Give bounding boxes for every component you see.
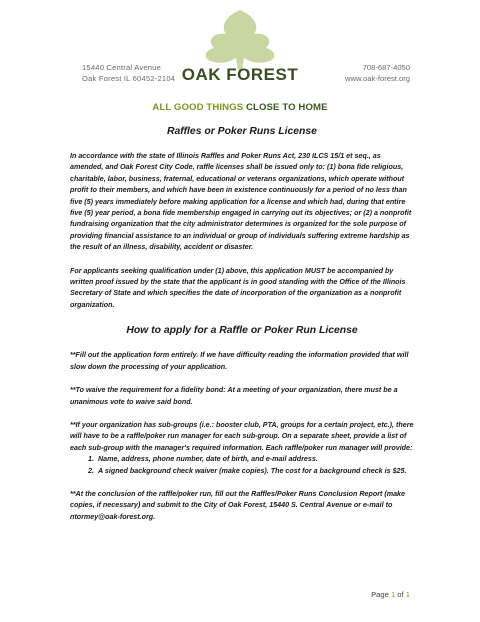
city-contact (345, 62, 410, 84)
oak-forest-logo (0, 0, 480, 102)
tagline-part-2: CLOSE TO HOME (246, 102, 328, 113)
of-label: of (397, 590, 404, 599)
waive-bond-instruction: **To waive the requirement for a fidelity bond: At a meeting of your organization, there must be a unanimous vote to waive said bond. (70, 386, 398, 406)
phone-number: 708-687-4050 (362, 63, 410, 72)
page-number (371, 590, 410, 599)
address-line-1: 15440 Central Avenue (82, 63, 162, 72)
page-total: 1 (405, 590, 410, 599)
page-num: 1 (390, 590, 396, 599)
how-to-apply-heading: How to apply for a Raffle or Poker Run License (126, 325, 358, 337)
tagline-part-1: ALL GOOD THINGS (152, 102, 244, 113)
page-label: Page (371, 590, 389, 599)
letterhead (0, 0, 480, 120)
proof-paragraph: For applicants seeking qualification under (1) above, this application MUST be accompanied by written proof issued by the state that the applicant is in good standing with the Office of the Illinois Secretary of State and which specifies the date of incorporation of the organization as a nonprofit organization. (70, 266, 406, 309)
list-item: 2. A signed background check waiver (make copies). The cost for a background check is $25. (96, 466, 414, 477)
manager-requirements-list (70, 454, 414, 477)
conclusion-instruction: **At the conclusion of the raffle/poker run, fill out the Raffles/Poker Runs Conclusion Report (make copies, if necessary) and submit to the City of Oak Forest, 15440 S. Central Avenue or e-mail to ntormey@oak-forest.org. (70, 489, 405, 521)
document-title: Raffles or Poker Runs License (167, 126, 317, 137)
document-body (70, 126, 414, 535)
intro-paragraph: In accordance with the state of Illinois Raffles and Poker Runs Act, 230 ILCS 15/1 et seq., as amended, and Oak Forest City Code, raffle licenses shall be issued only to: (1) bona fide religious, charitable, labor, business, fraternal, educational or veterans organizations, which operate without profit to their members, and which have been in existence continuously for a period of no less than five (5) years immediately before making application for a license and which had, during that entire five (5) year period, a bona fide membership engaged in carrying out its objectives; or (2) a nonprofit fundraising organization that the city administrator determines is organized for the sole purpose of providing financial assistance to an individual or group of individuals suffering extreme hardship as the result of an illness, disability, accident or disaster. (70, 152, 412, 252)
city-tagline (0, 102, 480, 113)
address-line-2: Oak Forest IL 60452-2104 (82, 74, 176, 83)
logo-wordmark: OAK FOREST (181, 65, 299, 84)
fill-out-instruction: **Fill out the application form entirely. If we have difficulty reading the information provided that will slow down the processing of your application. (70, 351, 409, 371)
list-item: 1. Name, address, phone number, date of birth, and e-mail address. (96, 454, 414, 465)
website-link[interactable]: www.oak-forest.org (345, 74, 410, 83)
oak-leaf-icon (206, 10, 275, 70)
subgroups-instruction: **If your organization has sub-groups (i.e.: booster club, PTA, groups for a certain project, etc.), there will have to be a raffle/poker run manager for each sub-group. On a separate sheet, provide a list of each sub-group with the manager's required information. Each raffle/poker run manager will provide: (70, 420, 414, 452)
